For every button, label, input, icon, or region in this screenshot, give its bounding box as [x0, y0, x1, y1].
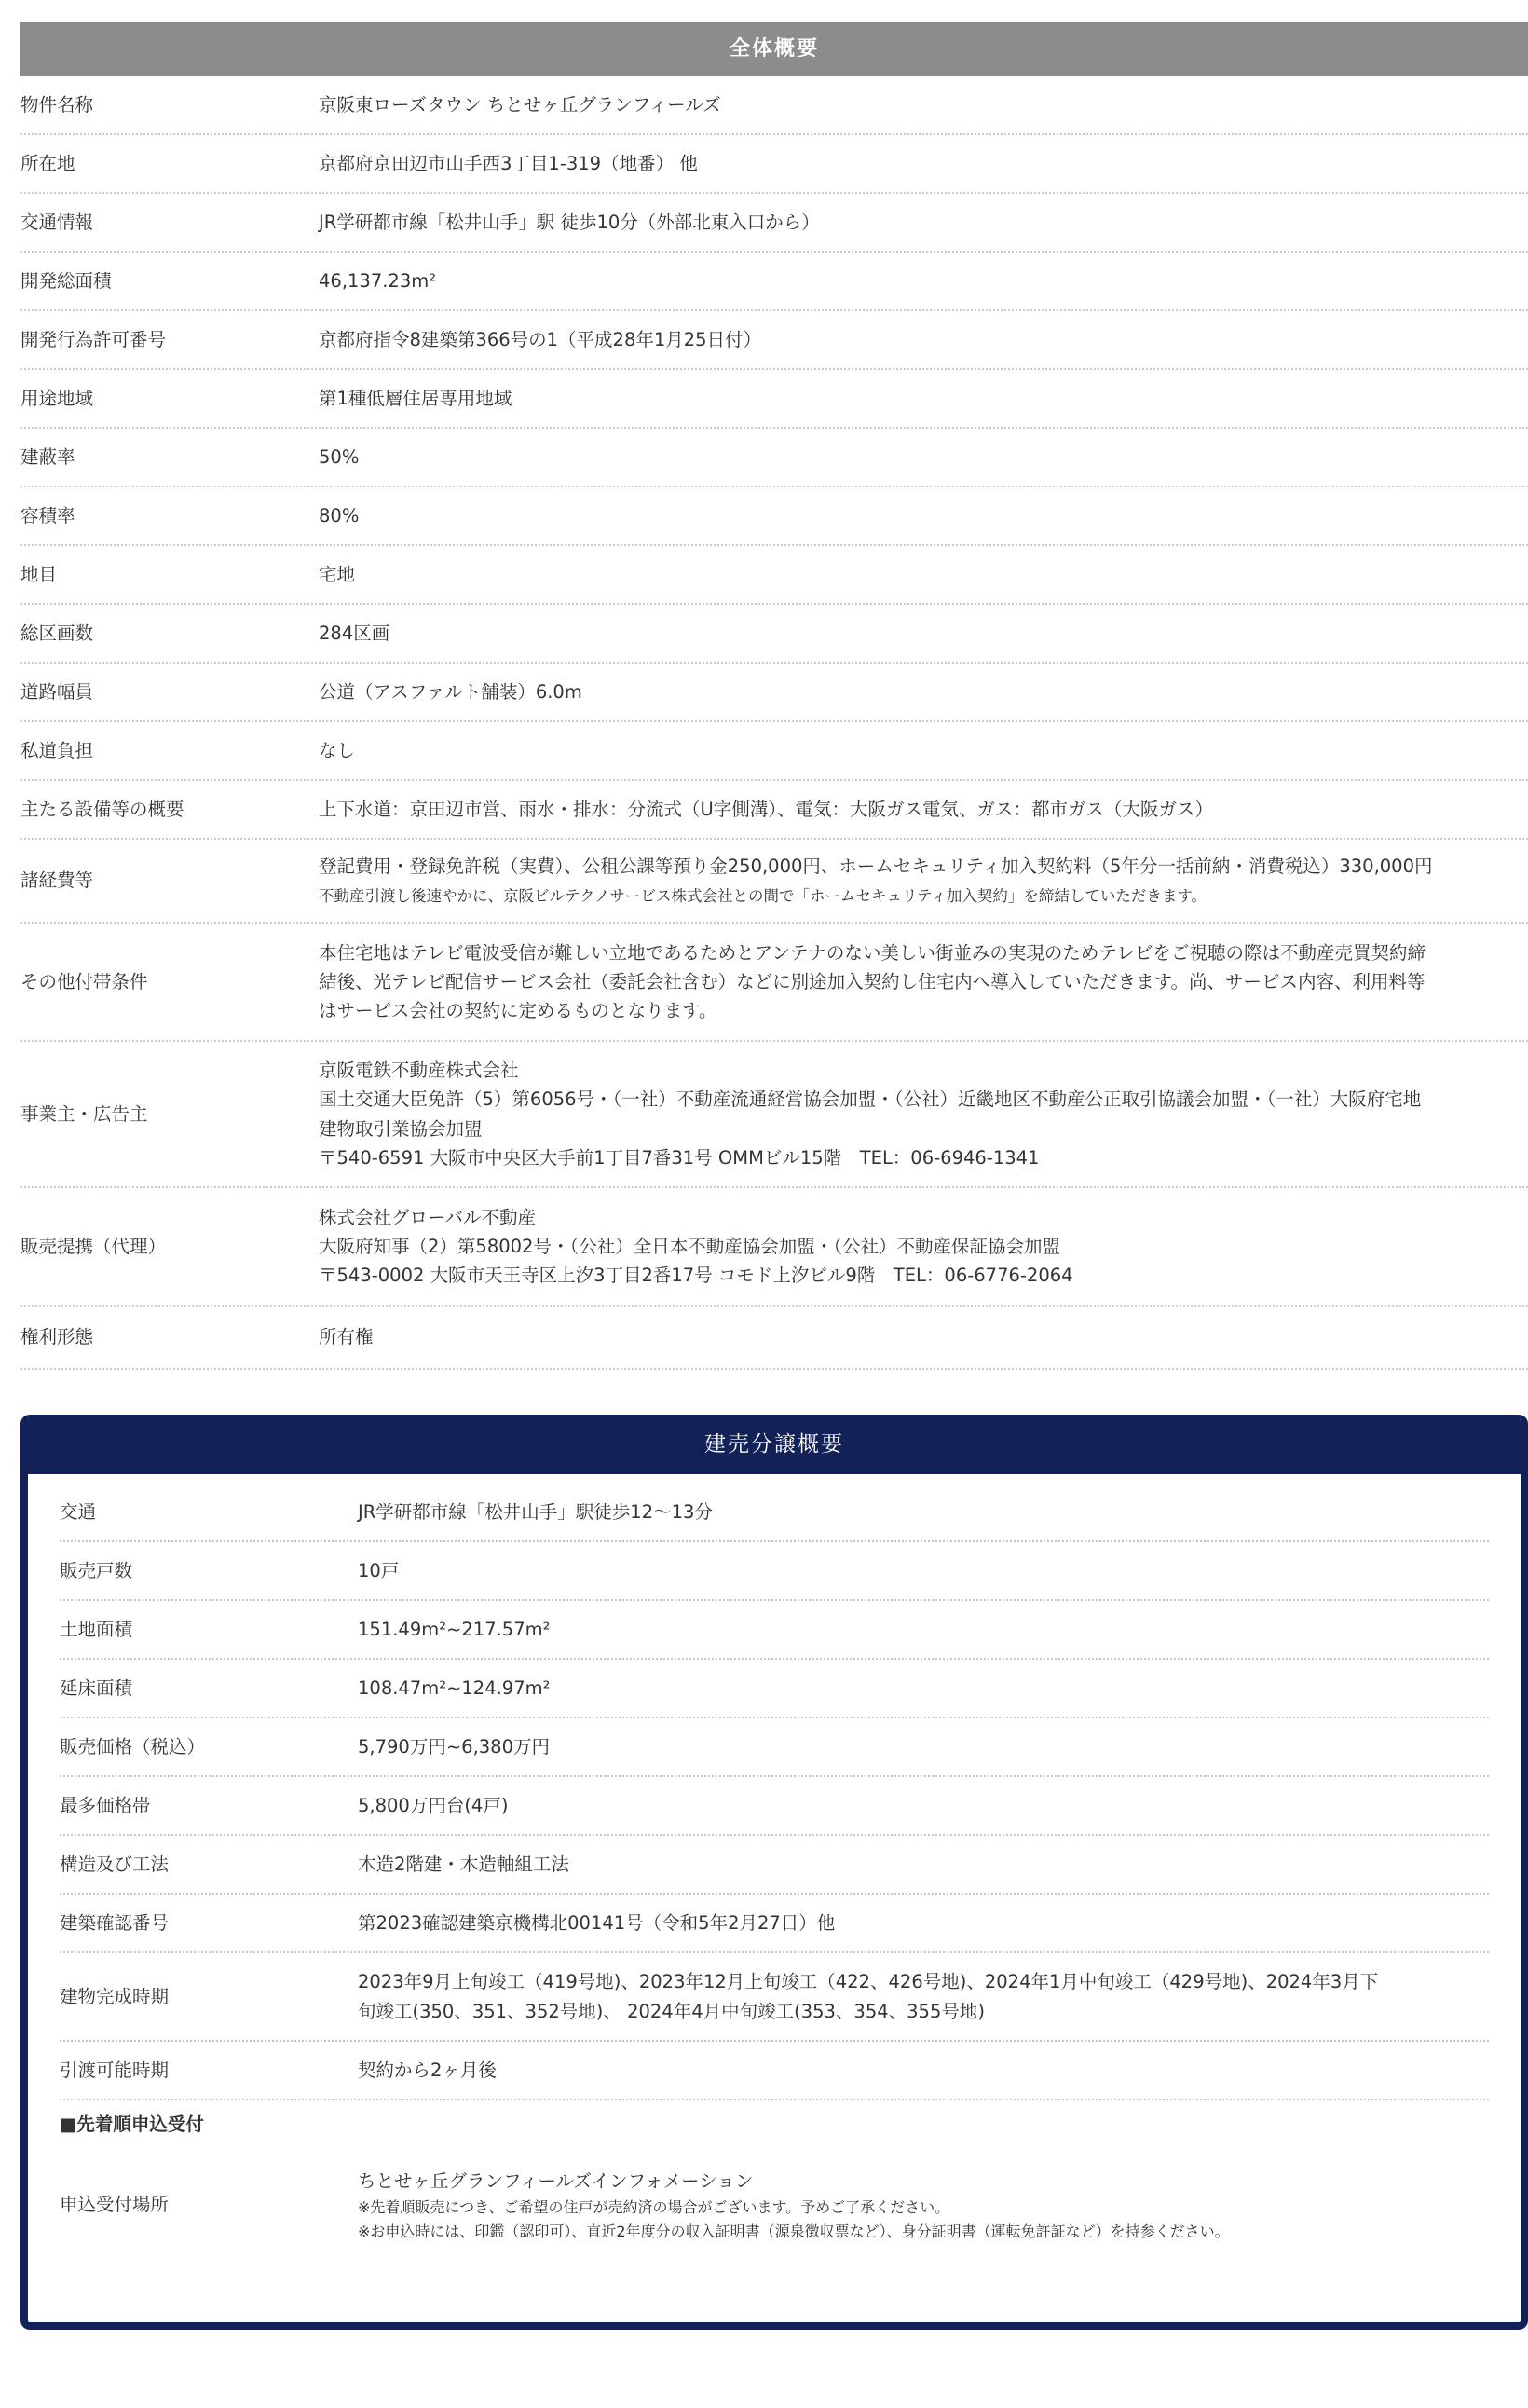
row-value: 151.49m²~217.57m²: [358, 1618, 551, 1640]
row-label: 事業主・広告主: [20, 1102, 148, 1125]
row-value: 京阪東ローズタウン ちとせヶ丘グランフィールズ: [319, 93, 721, 116]
row-label: 建蔽率: [20, 445, 75, 468]
text-line: 結後、光テレビ配信サービス会社（委託会社含む）などに別途加入契約し住宅内へ導入していただきます。尚、サービス内容、利用料等: [319, 970, 1426, 992]
row-value: 108.47m²~124.97m²: [358, 1676, 551, 1699]
table-row: [60, 1836, 1489, 1895]
row-label: 私道負担: [20, 739, 94, 761]
row-label: 最多価格帯: [60, 1794, 151, 1816]
row-label: 総区画数: [20, 622, 94, 644]
row-value: [319, 852, 1528, 910]
row-value: 所有権: [319, 1326, 374, 1348]
text-line: 京阪電鉄不動産株式会社: [319, 1060, 519, 1082]
row-value: 公道（アスファルト舗装）6.0m: [319, 680, 582, 703]
table-row-completion: [60, 1953, 1489, 2042]
row-value: 5,790万円~6,380万円: [358, 1735, 550, 1758]
row-label: 販売戸数: [60, 1559, 133, 1581]
table-row: [20, 605, 1528, 664]
table-row: [20, 781, 1528, 840]
row-value: [319, 938, 1528, 1026]
table-row: [60, 1601, 1489, 1660]
table-row: [60, 1777, 1489, 1836]
text-line: 大阪府知事（2）第58002号・（公社）全日本不動産協会加盟・（公社）不動産保証協会加盟: [319, 1235, 1060, 1257]
row-label: 建物完成時期: [60, 1985, 170, 2007]
row-value: 第1種低層住居専用地域: [319, 387, 512, 409]
overview-table: [20, 76, 1528, 1370]
row-label: 構造及び工法: [60, 1853, 170, 1875]
row-label: 所在地: [20, 152, 75, 174]
row-value: 50%: [319, 445, 360, 468]
row-label: 建築確認番号: [60, 1911, 170, 1934]
sale-overview-title: 建売分譲概要: [28, 1415, 1521, 1474]
text-line: 〒540-6591 大阪市中央区大手前1丁目7番31号 OMMビル15階 TEL：06-6946-1341: [319, 1146, 1040, 1169]
row-label: その他付帯条件: [20, 970, 148, 992]
text-line: 旬竣工(350、351、352号地)、 2024年4月中旬竣工(353、354、355号地): [358, 2000, 985, 2022]
row-label: 用途地域: [20, 387, 94, 409]
row-value: [358, 1967, 1489, 2025]
row-label: 申込受付場所: [60, 2194, 170, 2216]
table-row: [60, 1542, 1489, 1601]
overview-title: 全体概要: [20, 22, 1528, 76]
table-row: [20, 487, 1528, 546]
text-line: 国土交通大臣免許（5）第6056号・（一社）不動産流通経営協会加盟・（公社）近畿地区不動産公正取引協議会加盟・（一社）大阪府宅地: [319, 1088, 1422, 1111]
row-label: 諸経費等: [20, 869, 94, 892]
table-row: [20, 135, 1528, 194]
text-line: 本住宅地はテレビ電波受信が難しい立地であるためとアンテナのない美しい街並みの実現のためテレビをご視聴の際は不動産売買契約締: [319, 941, 1426, 964]
table-row: [20, 194, 1528, 253]
row-value: 木造2階建・木造軸組工法: [358, 1853, 569, 1875]
row-value: 京都府京田辺市山手西3丁目1-319（地番） 他: [319, 152, 698, 174]
table-row-sales-agent: [20, 1188, 1528, 1307]
row-value: 宅地: [319, 563, 356, 585]
text-line: 株式会社グローバル不動産: [319, 1206, 537, 1228]
table-row: [60, 1718, 1489, 1777]
row-label: 延床面積: [60, 1676, 133, 1699]
expenses-text: 登記費用・登録免許税（実費）、公租公課等預り金250,000円、ホームセキュリティ加入契約料（5年分一括前納・消費税込）330,000円: [319, 855, 1433, 878]
application-note: ※先着順販売につき、ご希望の住戸が売約済の場合がございます。予めご了承ください。: [358, 2198, 950, 2216]
table-row: [20, 664, 1528, 722]
table-row: [20, 311, 1528, 370]
table-row: [20, 253, 1528, 311]
row-value: 284区画: [319, 622, 390, 644]
row-value: 5,800万円台(4戸): [358, 1794, 509, 1816]
table-row-business-owner: [20, 1042, 1528, 1188]
table-row: [20, 76, 1528, 135]
row-label: 土地面積: [60, 1618, 133, 1640]
table-row: [60, 1660, 1489, 1718]
row-value: 京都府指令8建築第366号の1（平成28年1月25日付）: [319, 328, 762, 350]
sale-overview-box: [20, 1415, 1528, 2330]
row-value: [319, 1056, 1528, 1172]
row-label: 販売価格（税込）: [60, 1735, 206, 1758]
text-line: 2023年9月上旬竣工（419号地)、2023年12月上旬竣工（422、426号地)、2024年1月中旬竣工（429号地)、2024年3月下: [358, 1971, 1379, 1993]
table-row: [60, 2042, 1489, 2100]
application-heading: ■先着順申込受付: [60, 2114, 204, 2136]
table-row: [20, 546, 1528, 605]
expenses-note: 不動産引渡し後速やかに、京阪ビルテクノサービス株式会社との間で「ホームセキュリティ加入契約」を締結していただきます。: [319, 887, 1207, 906]
sale-table: [28, 1474, 1521, 2261]
row-value: 上下水道：京田辺市営、雨水・排水：分流式（U字側溝）、電気：大阪ガス電気、ガス：都市ガス（大阪ガス）: [319, 798, 1214, 820]
text-line: 〒543-0002 大阪市天王寺区上汐3丁目2番17号 コモド上汐ビル9階 TEL：06-6776-2064: [319, 1265, 1073, 1287]
table-row: [20, 429, 1528, 487]
row-value: 46,137.23m²: [319, 269, 437, 292]
text-line: はサービス会社の契約に定めるものとなります。: [319, 1000, 717, 1022]
table-row: [20, 722, 1528, 781]
page: [20, 22, 1528, 2330]
text-line: 建物取引業協会加盟: [319, 1117, 483, 1140]
row-label: 引渡可能時期: [60, 2059, 170, 2081]
table-row: [60, 1484, 1489, 1542]
row-label: 販売提携（代理）: [20, 1235, 167, 1257]
table-row-rights: [20, 1307, 1528, 1370]
row-label: 交通情報: [20, 211, 94, 233]
table-row: [60, 1895, 1489, 1953]
row-value: 第2023確認建築京機構北00141号（令和5年2月27日）他: [358, 1911, 836, 1934]
row-label: 開発総面積: [20, 269, 112, 292]
row-value: JR学研都市線「松井山手」駅 徒歩10分（外部北東入口から）: [319, 211, 820, 233]
row-label: 物件名称: [20, 93, 94, 116]
row-label: 地目: [20, 563, 58, 585]
row-label: 主たる設備等の概要: [20, 798, 184, 820]
row-value: 10戸: [358, 1559, 400, 1581]
application-note: ※お申込時には、印鑑（認印可）、直近2年度分の収入証明書（源泉徴収票など）、身分証明書（運転免許証など）を持参ください。: [358, 2222, 1230, 2240]
row-label: 容積率: [20, 504, 75, 527]
row-value: [319, 1203, 1528, 1291]
table-row-other-conditions: [20, 924, 1528, 1042]
row-label: 交通: [60, 1500, 97, 1523]
table-row-expenses: [20, 840, 1528, 924]
row-value: 契約から2ヶ月後: [358, 2059, 497, 2081]
row-value: JR学研都市線「松井山手」駅徒歩12〜13分: [358, 1500, 713, 1523]
row-value: なし: [319, 739, 356, 761]
row-label: 権利形態: [20, 1326, 94, 1348]
table-row: [20, 370, 1528, 429]
row-value: 80%: [319, 504, 360, 527]
application-place: ちとせヶ丘グランフィールズインフォメーション: [358, 2169, 754, 2192]
row-value: [358, 2167, 1489, 2243]
row-label: 道路幅員: [20, 680, 94, 703]
row-label: 開発行為許可番号: [20, 328, 167, 350]
table-row-application: [60, 2149, 1489, 2261]
